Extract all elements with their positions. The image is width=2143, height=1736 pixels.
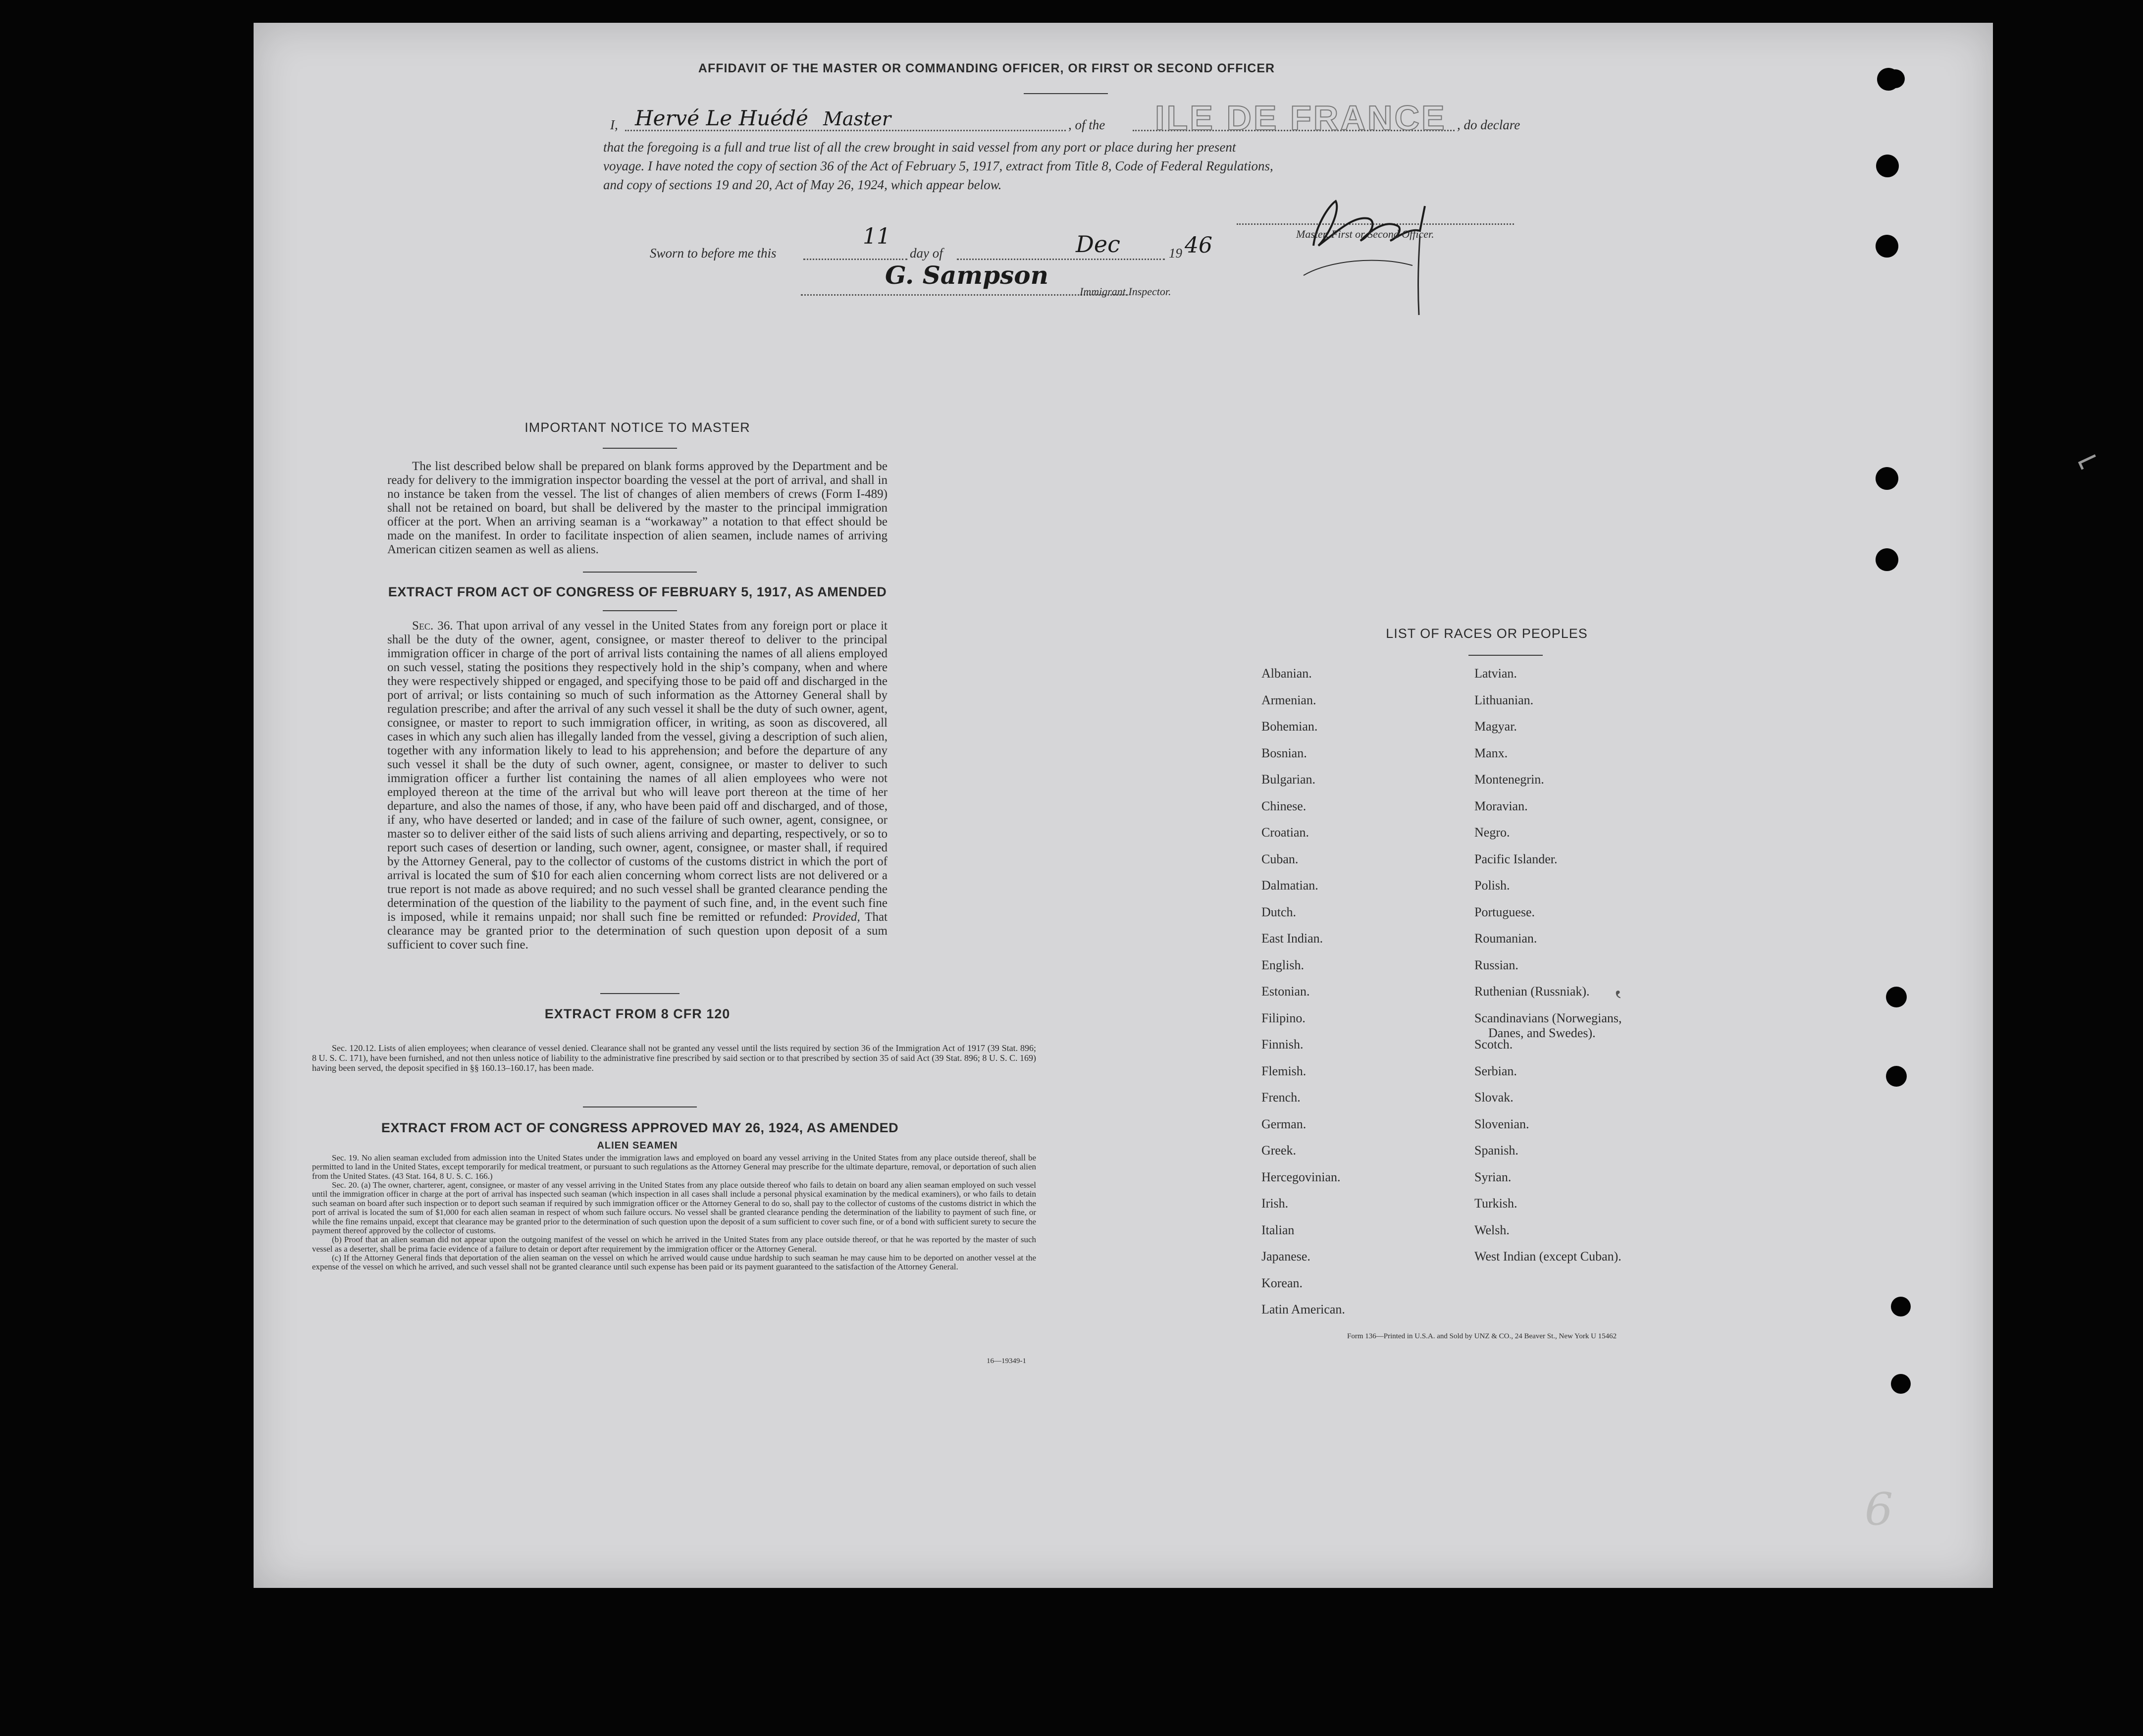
race-item-left: East Indian.: [1261, 931, 1323, 946]
race-item-right: Portuguese.: [1474, 904, 1535, 919]
race-item-right: Slovak.: [1474, 1090, 1514, 1105]
race-item-left: Filipino.: [1261, 1010, 1306, 1025]
race-item-left: Japanese.: [1261, 1249, 1310, 1263]
do-declare-label: , do declare: [1457, 117, 1520, 132]
proviso-label: Provided,: [812, 910, 860, 924]
race-item-right: Ruthenian (Russniak).: [1474, 984, 1590, 999]
sworn-month: Dec: [1076, 231, 1120, 258]
race-item-right: Welsh.: [1474, 1222, 1510, 1237]
declarant-prefix: I,: [610, 117, 618, 132]
binder-hole: [1886, 1066, 1907, 1087]
sec-36-text: That upon arrival of any vessel in the United States from any foreign port or place it shall be the duty of the owner, agent, consignee, or master thereof to deliver to the principal immigration officer in charge of the port of arrival lists containing the names of all aliens employed on such vessel, stating the positions they respectively hold in the ship’s company, when and where they were respectively shipped or engaged, and specifying those to be paid off and discharged in the port of arrival; or lists containing so much of such information as the Attorney General shall by regulation prescribe; and after the arrival of any such vessel it shall be the duty of such owner, agent, consignee, or master to report to such immigration officer, in writing, as soon as discovered, all cases in which any such alien has illegally landed from the vessel, giving a description of such alien, together with any information likely to lead to his apprehension; and before the departure of any such vessel it shall be the duty of such owner, agent, consignee, or master to deliver to such immigration officer a further list containing the names of all alien employees who were not employed thereon at the time of the arrival but who will leave port thereon at the time of her departure, and also the names of those, if any, who have been paid off and discharged, and of those, if any, who have deserted or landed; and in case of the failure of such owner, agent, consignee, or master so to deliver either of the said lists of such aliens arriving and departing, respectively, or so to report such cases of desertion or landing, such owner, agent, consignee, or master shall, if required by the Attorney General, pay to the collector of customs of the customs district in which the port of arrival is located the sum of $10 for each alien concerning whom correct lists are not delivered or a true report is not made as above required; and no such vessel shall be granted clearance pending the determination of the question of the liability to the payment of such fine, and, in the event such fine is imposed, while it remains unpaid; nor shall such fine be remitted or refunded:: [387, 619, 888, 924]
sec-19-text: Sec. 19. No alien seaman excluded from admission into the United States under the immigration laws and employed on board any vessel arriving in the United States from any place outside thereof, shall be permitted to land in the United States, except temporarily for medical treatment, or pursuant to such regulations as the Attorney General may prescribe for the ultimate departure, removal, or deportation of such alien from the United States. (43 Stat. 164, 8 U. S. C. 166.): [312, 1153, 1036, 1181]
inspector-caption: Immigrant Inspector.: [1080, 285, 1171, 298]
race-item-right: Magyar.: [1474, 719, 1517, 734]
race-item-left: Cuban.: [1261, 851, 1299, 866]
sworn-label: Sworn to before me this: [650, 246, 777, 261]
race-item-right: Russian.: [1474, 957, 1518, 972]
day-of-label: day of: [910, 246, 943, 261]
binder-hole: [1876, 235, 1898, 258]
sec-20a-text: Sec. 20. (a) The owner, charterer, agent, consignee, or master of any vessel arriving in the United States from any place outside thereof who fails to detain on board any alien seaman employed on such vessel until the immigration officer in charge at the port of arrival has inspected such seaman (which inspection in all cases shall include a personal physical examination by the medical examiners), or who fails to detain such seaman on board after such inspection or to deport such seaman if required by such immigration officer or the Attorney General to do so, shall pay to the collector of customs of the customs district in which the port of arrival is located the sum of $1,000 for each alien seaman in respect of whom such failure occurs. No vessel shall be granted clearance pending the determination of the liability to payment of such fine, or while the fine remains unpaid, except that clearance may be granted prior to the determination of such question upon the deposit of a sum sufficient to cover such fine, or of a bond with sufficient surety to secure the payment thereof approved by the collector of customs.: [312, 1180, 1036, 1235]
affidavit-title: AFFIDAVIT OF THE MASTER OR COMMANDING OFFICER, OR FIRST OR SECOND OFFICER: [698, 61, 1275, 75]
binder-hole: [1886, 987, 1907, 1007]
extract-1924-body: [312, 1154, 1036, 1272]
proviso-text: That clearance may be granted prior to the determination of such question upon deposit of a sum sufficient to cover such fine.: [387, 910, 888, 951]
notice-title: IMPORTANT NOTICE TO MASTER: [524, 420, 750, 435]
declarant-title: Master: [823, 108, 891, 130]
margin-mark: ‛: [1613, 984, 1623, 1017]
race-item-right: Montenegrin.: [1474, 772, 1544, 787]
race-item-right: West Indian (except Cuban).: [1474, 1249, 1621, 1263]
race-item-left: Flemish.: [1261, 1063, 1307, 1078]
inspector-line: [801, 294, 1128, 296]
race-item-left: Latin American.: [1261, 1302, 1345, 1316]
race-item-left: German.: [1261, 1116, 1307, 1131]
race-item-right: Serbian.: [1474, 1063, 1517, 1078]
cfr-title: EXTRACT FROM 8 CFR 120: [544, 1006, 731, 1021]
race-item-right: Polish.: [1474, 878, 1510, 893]
extract-1924-title: EXTRACT FROM ACT OF CONGRESS APPROVED MAY 26, 1924, AS AMENDED: [381, 1120, 899, 1135]
master-signature: [1254, 171, 1462, 325]
race-item-left: Dutch.: [1261, 904, 1297, 919]
race-item-left: Armenian.: [1261, 692, 1316, 707]
race-item-left: Albanian.: [1261, 666, 1312, 681]
sworn-day-line: [803, 259, 907, 260]
affidavit-line-1: that the foregoing is a full and true list of all the crew brought in said vessel from any port or place during her present: [603, 140, 1236, 155]
margin-number: 6: [1865, 1483, 1893, 1535]
binder-hole: [1876, 467, 1898, 490]
race-item-left: Bulgarian.: [1261, 772, 1316, 787]
form-code: 16—19349-1: [987, 1357, 1026, 1365]
race-item-left: French.: [1261, 1090, 1301, 1105]
binder-hole: [1891, 1374, 1911, 1394]
race-item-left: Irish.: [1261, 1196, 1289, 1210]
notice-end-rule: [583, 572, 697, 573]
declarant-name: Hervé Le Huédé: [635, 106, 808, 130]
extract-1917-body: [387, 619, 888, 952]
race-item-right: Manx.: [1474, 745, 1508, 760]
race-item-left: Italian: [1261, 1222, 1295, 1237]
race-item-left: Dalmatian.: [1261, 878, 1318, 893]
binder-hole: [1876, 155, 1899, 177]
races-title: LIST OF RACES OR PEOPLES: [1386, 626, 1588, 641]
race-item-right: Spanish.: [1474, 1143, 1518, 1157]
race-item-left: Hercegovinian.: [1261, 1169, 1341, 1184]
notice-rule: [603, 448, 677, 449]
race-item-left: Korean.: [1261, 1275, 1303, 1290]
race-item-right: Turkish.: [1474, 1196, 1517, 1210]
race-item-right: Latvian.: [1474, 666, 1517, 681]
race-item-continuation: Danes, and Swedes).: [1488, 1025, 1596, 1040]
binder-hole: [1891, 1297, 1911, 1316]
cfr-end-rule: [583, 1106, 697, 1107]
cfr-body: Sec. 120.12. Lists of alien employees; when clearance of vessel denied. Clearance shall not be granted any vessel until the lists required by section 36 of the Immigration Act of 1917 (39 Stat. 896; 8 U. S. C. 171), have been furnished, and not then unless notice of liability to the administrative fine prescribed by said section or to that prescribed by section 35 of said Act (39 Stat. 896; 8 U. S. C. 169) having been served, the deposit specified in §§ 160.13–160.17, has been made.: [312, 1043, 1036, 1073]
sworn-day: 11: [863, 224, 890, 249]
race-item-right: Syrian.: [1474, 1169, 1512, 1184]
affidavit-line-2: voyage. I have noted the copy of section 36 of the Act of February 5, 1917, extract from Title 8, Code of Federal Regulations,: [603, 158, 1273, 173]
inspector-signature: G. Sampson: [885, 261, 1048, 290]
sec-36-label: Sec. 36.: [412, 619, 453, 632]
race-item-right: Scandinavians (Norwegians,: [1474, 1010, 1622, 1025]
extract-1924-subtitle: ALIEN SEAMEN: [597, 1140, 678, 1151]
sec-20c-text: (c) If the Attorney General finds that deportation of the alien seaman on the vessel on which he arrived would cause undue hardship to such seaman he may cause him to be deported on another vessel at the expense of the vessel on which he arrived, and such vessel shall not be granted clearance until such expense has been paid or its payment guaranteed to the satisfaction of the Attorney General.: [312, 1253, 1036, 1272]
form-page: [254, 23, 1993, 1588]
race-item-left: Estonian.: [1261, 984, 1310, 999]
race-item-right: Scotch.: [1474, 1037, 1513, 1052]
races-rule: [1468, 655, 1543, 656]
race-item-right: Pacific Islander.: [1474, 851, 1558, 866]
extract-1917-rule: [603, 610, 677, 611]
race-item-right: Negro.: [1474, 825, 1510, 840]
race-item-right: Slovenian.: [1474, 1116, 1529, 1131]
scan-artifact-mark: ⌐: [2069, 439, 2106, 482]
vessel-stamp: ILE DE FRANCE: [1155, 99, 1447, 137]
sworn-month-line: [957, 259, 1165, 260]
race-item-left: Chinese.: [1261, 798, 1307, 813]
extract-1917-end-rule: [600, 993, 679, 994]
race-item-left: Finnish.: [1261, 1037, 1304, 1052]
sec-20b-text: (b) Proof that an alien seaman did not appear upon the outgoing manifest of the vessel on which he arrived in the United States from any place outside thereof, or that he was reported by the master of such vessel as a deserter, shall be prima facie evidence of a failure to detain or deport after requirement by the immigration officer or the Attorney General.: [312, 1235, 1036, 1254]
binder-hole: [1876, 548, 1898, 571]
race-item-left: Greek.: [1261, 1143, 1297, 1157]
race-item-left: Bohemian.: [1261, 719, 1318, 734]
printer-imprint: Form 136—Printed in U.S.A. and Sold by UNZ & CO., 24 Beaver St., New York U 15462: [1347, 1332, 1617, 1340]
master-caption: Master, First or Second Officer.: [1296, 228, 1434, 240]
notice-body: The list described below shall be prepared on blank forms approved by the Department and be ready for delivery to the immigration inspector boarding the vessel at the port of arrival, and shall in no instance be taken from the vessel. The list of changes of alien members of crews (Form I-489) shall not be retained on board, but shall be delivered by the master to the principal immigration officer at the port. When an arriving seaman is a “workaway” a notation to that effect should be made on the manifest. In order to facilitate inspection of alien seamen, include names of arriving American citizen seamen as well as aliens.: [387, 460, 888, 556]
race-item-left: Bosnian.: [1261, 745, 1307, 760]
race-item-left: English.: [1261, 957, 1304, 972]
extract-1917-title: EXTRACT FROM ACT OF CONGRESS OF FEBRUARY 5, 1917, AS AMENDED: [388, 584, 887, 599]
race-item-right: Lithuanian.: [1474, 692, 1534, 707]
of-the-label: , of the: [1068, 117, 1105, 132]
race-item-right: Roumanian.: [1474, 931, 1537, 946]
year-suffix: 46: [1185, 233, 1212, 258]
race-item-right: Moravian.: [1474, 798, 1528, 813]
affidavit-line-3: and copy of sections 19 and 20, Act of May 26, 1924, which appear below.: [603, 177, 1002, 192]
title-rule: [1024, 93, 1108, 94]
binder-hole: [1886, 69, 1905, 88]
year-prefix: 19: [1169, 246, 1182, 261]
race-item-left: Croatian.: [1261, 825, 1309, 840]
